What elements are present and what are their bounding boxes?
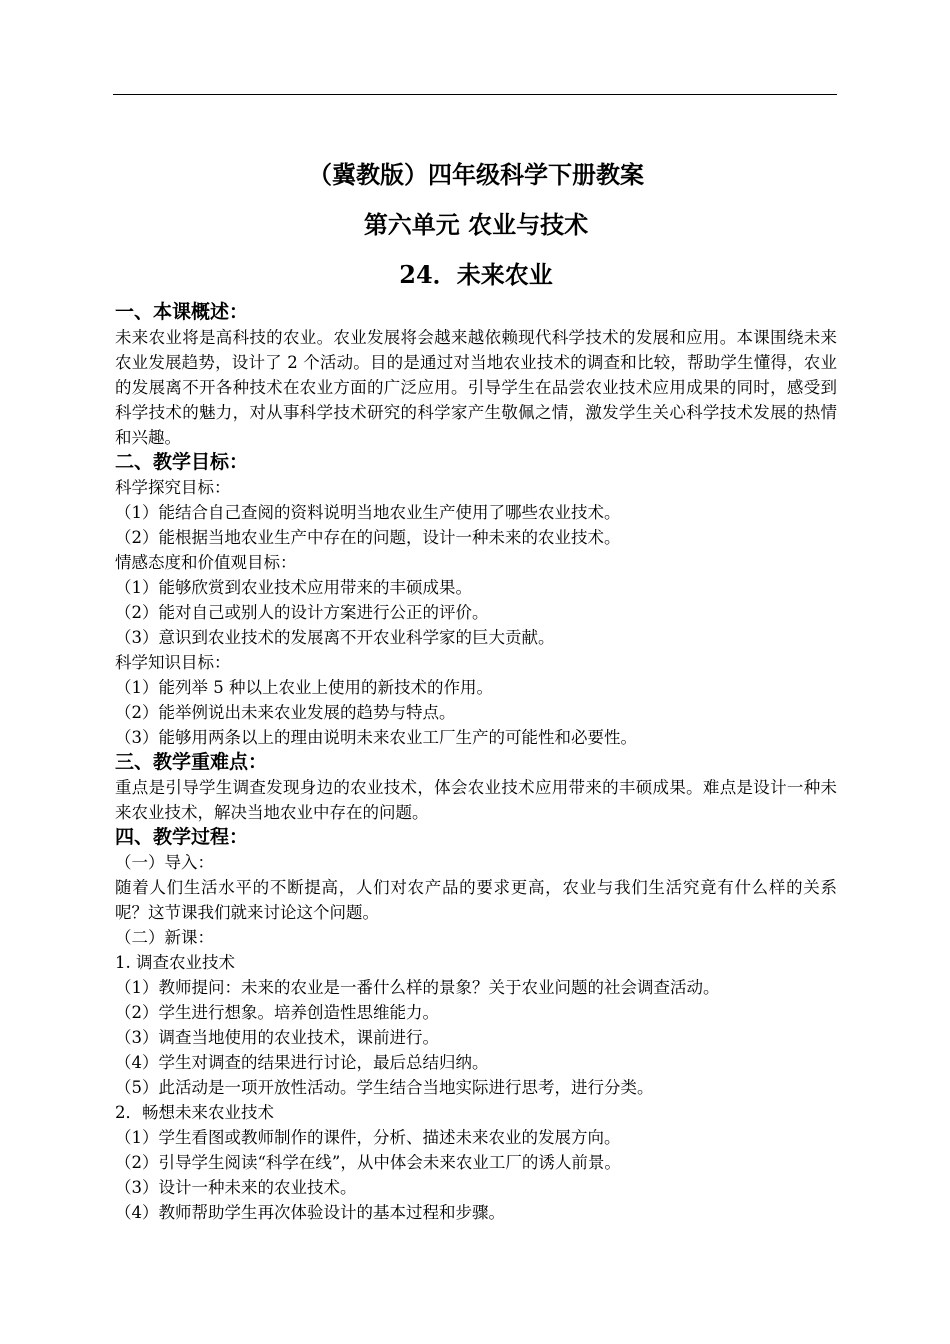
overview-heading: 一、本课概述： bbox=[115, 301, 249, 323]
activity-item: （3）调查当地使用的农业技术，课前进行。 bbox=[115, 1028, 439, 1047]
document-body bbox=[115, 150, 837, 1225]
goals-heading: 二、教学目标： bbox=[115, 451, 249, 473]
goal-item: （3）能够用两条以上的理由说明未来农业工厂生产的可能性和必要性。 bbox=[115, 728, 637, 747]
activity-label: 2．畅想未来农业技术 bbox=[115, 1103, 274, 1122]
activity-item: （3）设计一种未来的农业技术。 bbox=[115, 1178, 357, 1197]
activity-item: （2）引导学生阅读“科学在线”，从中体会未来农业工厂的诱人前景。 bbox=[115, 1153, 621, 1172]
goal-item: （2）能对自己或别人的设计方案进行公正的评价。 bbox=[115, 603, 489, 622]
activity-item: （5）此活动是一项开放性活动。学生结合当地实际进行思考，进行分类。 bbox=[115, 1078, 654, 1097]
activity-label: 1. 调查农业技术 bbox=[115, 953, 235, 972]
intro-label: （一）导入： bbox=[115, 853, 214, 872]
goal-item: （3）意识到农业技术的发展离不开农业科学家的巨大贡献。 bbox=[115, 628, 555, 647]
goal-item: （1）能结合自己查阅的资料说明当地农业生产使用了哪些农业技术。 bbox=[115, 503, 621, 522]
lesson-title: 24．未来农业 bbox=[399, 260, 553, 289]
goal-group-label: 科学探究目标： bbox=[115, 478, 231, 497]
goal-item: （1）能够欣赏到农业技术应用带来的丰硕成果。 bbox=[115, 578, 472, 597]
process-heading: 四、教学过程： bbox=[115, 826, 249, 848]
goal-item: （2）能举例说出未来农业发展的趋势与特点。 bbox=[115, 703, 456, 722]
unit-title: 第六单元 农业与技术 bbox=[363, 210, 589, 239]
overview-text: 未来农业将是高科技的农业。农业发展将会越来越依赖现代科学技术的发展和应用。本课围绕未来农业发展趋势，设计了 2 个活动。目的是通过对当地农业技术的调查和比较，帮助学生懂得，农业的发展离不开各种技术在农业方面的广泛应用。引导学生在品尝农业技术应用成果的同时，感受到科学技术的魅力，对从事科学技术研究的科学家产生敬佩之情，激发学生关心科学技术发展的热情和兴趣。 bbox=[115, 328, 837, 447]
activity-item: （4）教师帮助学生再次体验设计的基本过程和步骤。 bbox=[115, 1203, 505, 1222]
intro-text: 随着人们生活水平的不断提高，人们对农产品的要求更高，农业与我们生活究竟有什么样的关系呢？这节课我们就来讨论这个问题。 bbox=[115, 878, 837, 922]
new-lesson-label: （二）新课： bbox=[115, 928, 214, 947]
goal-group-label: 科学知识目标： bbox=[115, 653, 231, 672]
difficulty-text: 重点是引导学生调查发现身边的农业技术，体会农业技术应用带来的丰硕成果。难点是设计一种未来农业技术，解决当地农业中存在的问题。 bbox=[115, 778, 837, 822]
activity-item: （2）学生进行想象。培养创造性思维能力。 bbox=[115, 1003, 439, 1022]
document-title: （冀教版）四年级科学下册教案 bbox=[308, 160, 644, 189]
header-rule bbox=[113, 94, 837, 95]
activity-item: （1）教师提问：未来的农业是一番什么样的景象？关于农业问题的社会调查活动。 bbox=[115, 978, 720, 997]
difficulty-heading: 三、教学重难点： bbox=[115, 751, 268, 773]
activity-item: （4）学生对调查的结果进行讨论，最后总结归纳。 bbox=[115, 1053, 489, 1072]
goal-item: （1）能列举 5 种以上农业上使用的新技术的作用。 bbox=[115, 678, 493, 697]
goal-item: （2）能根据当地农业生产中存在的问题，设计一种未来的农业技术。 bbox=[115, 528, 621, 547]
activity-item: （1）学生看图或教师制作的课件，分析、描述未来农业的发展方向。 bbox=[115, 1128, 621, 1147]
goal-group-label: 情感态度和价值观目标： bbox=[115, 553, 297, 572]
